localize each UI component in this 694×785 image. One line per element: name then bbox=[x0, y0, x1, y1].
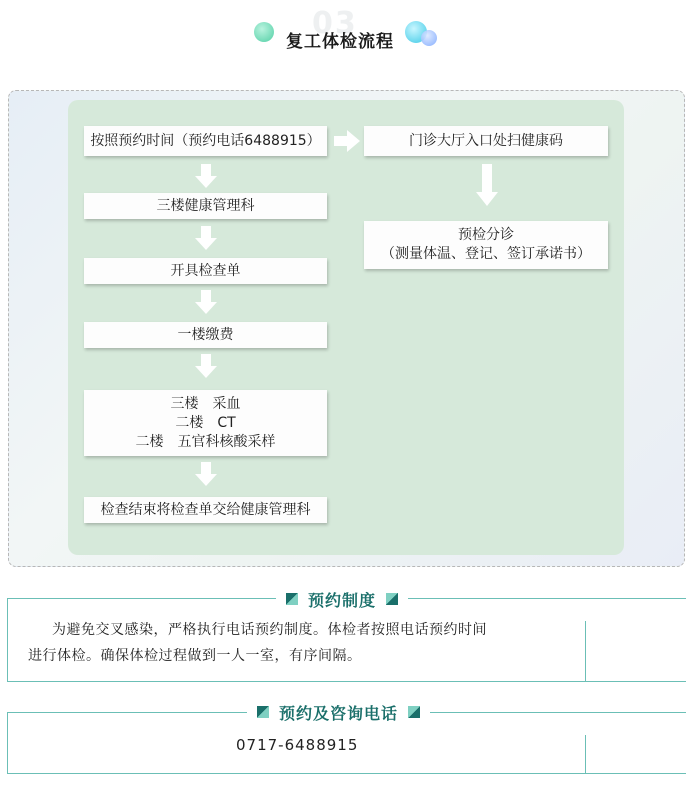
flow-step-label: 检查结束将检查单交给健康管理科 bbox=[100, 501, 311, 518]
flow-step-label: 二楼 CT bbox=[175, 414, 236, 431]
flow-step-triage bbox=[364, 221, 608, 269]
arrow-down-icon bbox=[195, 226, 217, 250]
flow-step-return-form bbox=[84, 497, 327, 523]
flow-step-scan-code bbox=[364, 126, 608, 156]
title-left-diamond-icon bbox=[286, 593, 298, 605]
flow-step-order bbox=[84, 258, 327, 284]
arrow-down-icon bbox=[195, 462, 217, 486]
contact-title-text: 预约及咨询电话 bbox=[279, 703, 399, 723]
contact-title bbox=[247, 700, 430, 724]
flow-step-label: 开具检查单 bbox=[170, 262, 241, 279]
arrow-right-icon bbox=[334, 130, 360, 152]
flow-step-appointment bbox=[84, 126, 327, 156]
flow-step-sublabel: （测量体温、登记、签订承诺书） bbox=[381, 246, 591, 262]
page-title: 复工体检流程 bbox=[286, 32, 394, 52]
arrow-down-icon bbox=[476, 164, 498, 206]
title-right-diamond-icon bbox=[408, 706, 420, 718]
arrow-down-icon bbox=[195, 164, 217, 188]
appointment-text-line1: 为避免交叉感染，严格执行电话预约制度。体检者按照电话预约时间 bbox=[52, 622, 487, 638]
arrow-down-icon bbox=[195, 290, 217, 314]
section-number: 03 bbox=[312, 6, 358, 41]
flow-step-label: 一楼缴费 bbox=[177, 326, 234, 343]
flow-step-label: 三楼 采血 bbox=[170, 395, 241, 412]
appointment-title bbox=[276, 587, 408, 611]
contact-phone: 0717-6488915 bbox=[236, 736, 359, 754]
appointment-text-line2: 进行体检。确保体检过程做到一人一室，有序间隔。 bbox=[28, 648, 362, 664]
flow-step-label: 按照预约时间（预约电话6488915） bbox=[90, 132, 321, 149]
flow-step-health-dept bbox=[84, 193, 327, 219]
decor-dot-left-icon bbox=[254, 22, 274, 42]
arrow-down-icon bbox=[195, 354, 217, 378]
decor-dot-right-small-icon bbox=[421, 30, 437, 46]
flow-step-exams bbox=[84, 390, 327, 456]
flow-step-label: 预检分诊 bbox=[458, 227, 514, 243]
appointment-title-text: 预约制度 bbox=[308, 590, 377, 610]
flow-step-label: 三楼健康管理科 bbox=[156, 197, 255, 214]
flow-step-label: 门诊大厅入口处扫健康码 bbox=[409, 132, 563, 149]
title-left-diamond-icon bbox=[257, 706, 269, 718]
flow-step-payment bbox=[84, 322, 327, 348]
title-right-diamond-icon bbox=[386, 593, 398, 605]
flow-step-label: 二楼 五官科核酸采样 bbox=[135, 433, 276, 450]
